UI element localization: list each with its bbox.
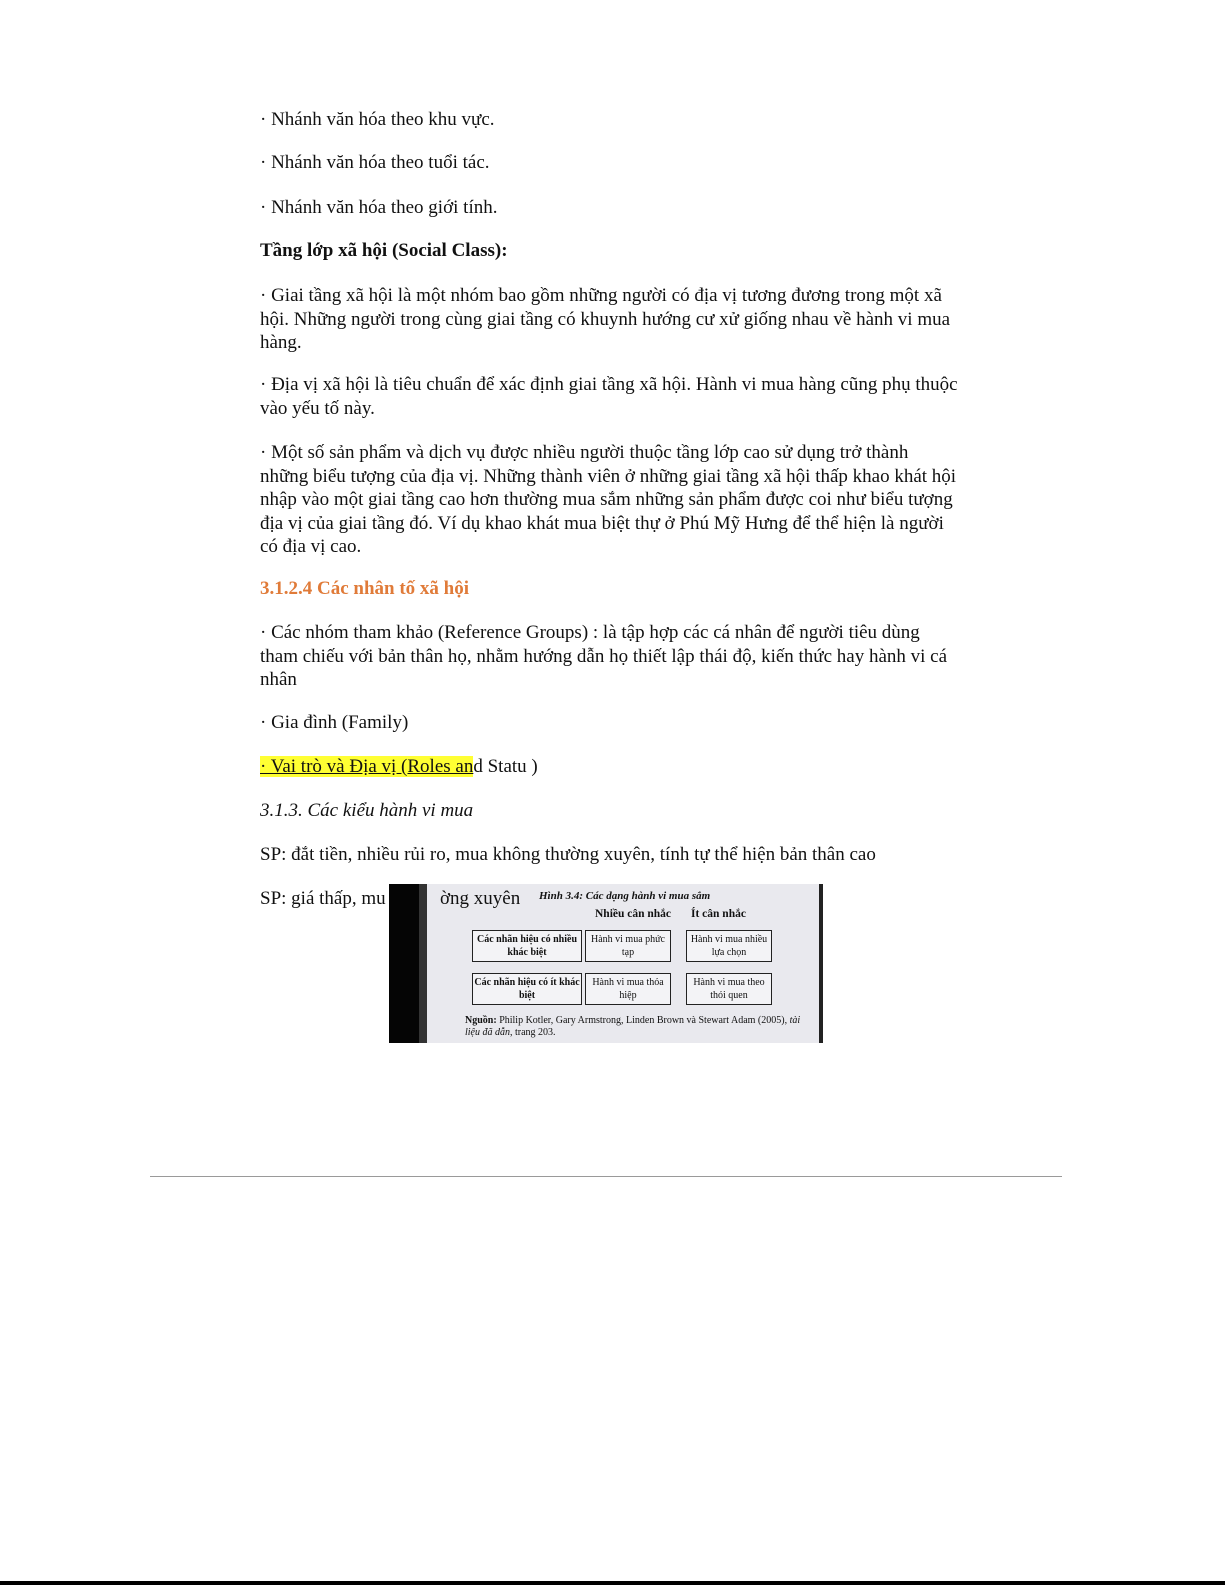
heading-social-class: Tầng lớp xã hội (Social Class): xyxy=(260,240,508,261)
bullet-age-subculture: · Nhánh văn hóa theo tuổi tác. xyxy=(260,152,490,173)
figure-row-few-differences: Các nhãn hiệu có ít khác biệt xyxy=(472,973,582,1005)
heading-social-factors: 3.1.2.4 Các nhân tố xã hội xyxy=(260,578,470,599)
scan-edge-shadow xyxy=(419,884,427,1043)
figure-col-low-involvement: Ít cân nhắc xyxy=(691,908,746,920)
figure-cell-habitual: Hành vi mua theo thói quen xyxy=(686,973,772,1005)
figure-col-high-involvement: Nhiều cân nhắc xyxy=(595,908,672,920)
figure-source-text: Philip Kotler, Gary Armstrong, Linden Brown và Stewart Adam (2005), xyxy=(496,1015,790,1026)
paragraph-cheap-products-end: ờng xuyên xyxy=(440,888,521,909)
paragraph-status-symbols: · Một số sản phẩm và dịch vụ được nhiều người thuộc tầng lớp cao sử dụng trở thành những biểu tượng của địa vị. Những thành viên ở những giai tầng xã hội thấp khao khát hội nhập vào một giai tầng cao hơn thường mua sắm những sản phẩm được coi như biểu tượng địa vị của giai tầng đó. Ví dụ khao khát mua biệt thự ở Phú Mỹ Hưng để thể hiện là người có địa vị cao. xyxy=(260,442,957,557)
bullet-family: · Gia đình (Family) xyxy=(260,712,409,733)
figure-row-significant-differences: Các nhãn hiệu có nhiều khác biệt xyxy=(472,930,582,962)
figure-source xyxy=(465,1015,815,1039)
bullet-region-subculture: · Nhánh văn hóa theo khu vực. xyxy=(260,109,495,130)
paragraph-reference-groups: · Các nhóm tham khảo (Reference Groups) : là tập hợp các cá nhân để người tiêu dùng tham chiếu với bản thân họ, nhằm hướng dẫn họ thiết lập thái độ, kiến thức hay hành vi cá nhân xyxy=(260,622,948,690)
highlighted-text: · Vai trò và Địa vị (Roles an xyxy=(260,756,474,777)
paragraph-social-strata: · Giai tầng xã hội là một nhóm bao gồm những người có địa vị tương đương trong một xã hội. Những người trong cùng giai tầng có khuynh hướng cư xử giống nhau về hành vi mua hàng. xyxy=(260,285,951,353)
figure-cell-complex: Hành vi mua phức tạp xyxy=(585,930,671,962)
figure-source-label: Nguồn: xyxy=(465,1015,497,1026)
page-divider xyxy=(150,1176,1062,1177)
page-bottom-edge xyxy=(0,1581,1225,1585)
bullet-gender-subculture: · Nhánh văn hóa theo giới tính. xyxy=(260,197,498,218)
roles-status-rest: d Statu ) xyxy=(473,756,538,777)
figure-source-end: , trang 203. xyxy=(510,1027,556,1038)
paragraph-expensive-products: SP: đắt tiền, nhiều rủi ro, mua không thường xuyên, tính tự thể hiện bản thân cao xyxy=(260,844,876,865)
figure-cell-dissonance-reducing: Hành vi mua thỏa hiệp xyxy=(585,973,671,1005)
figure-title: Hình 3.4: Các dạng hành vi mua sắm xyxy=(539,890,711,902)
paragraph-social-status: · Địa vị xã hội là tiêu chuẩn để xác định giai tầng xã hội. Hành vi mua hàng cũng phụ thuộc vào yếu tố này. xyxy=(260,374,958,419)
scan-edge-right xyxy=(819,884,823,1043)
paragraph-cheap-products-start: SP: giá thấp, mu xyxy=(260,888,386,909)
figure-source-italic: tài liệu đã dẫn xyxy=(465,1015,801,1038)
heading-buying-behavior-types: 3.1.3. Các kiểu hành vi mua xyxy=(260,800,474,821)
bullet-roles-status xyxy=(260,755,960,779)
figure-cell-variety-seeking: Hành vi mua nhiều lựa chọn xyxy=(686,930,772,962)
